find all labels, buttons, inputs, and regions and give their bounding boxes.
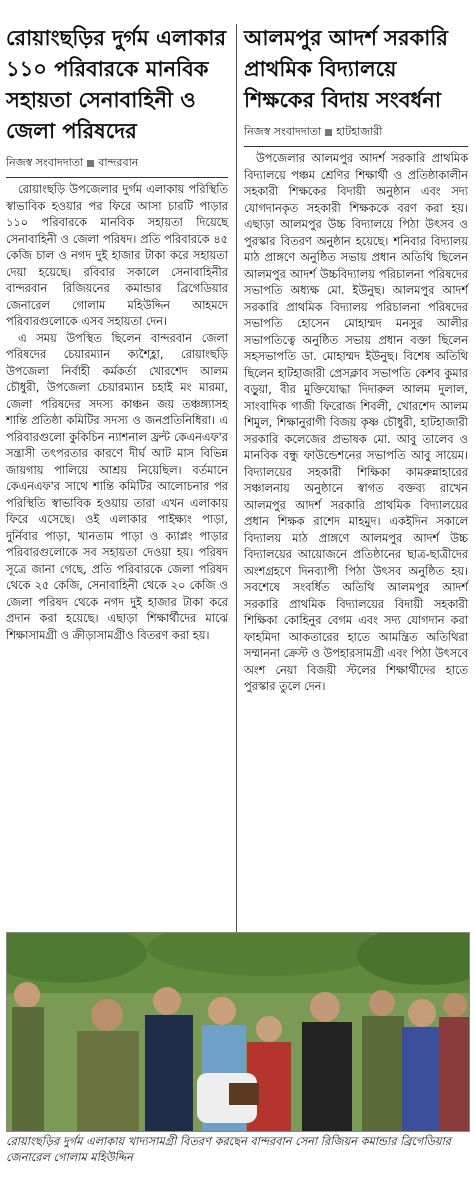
column-divider (236, 24, 237, 944)
right-byline-author: নিজস্ব সংবাদদাতা (244, 125, 322, 138)
right-article-body (244, 151, 468, 696)
left-paragraph-1: রোয়াংছড়ি উপজেলার দুর্গম এলাকায় পরিস্থিতি স্বাভাবিক হওয়ার পর ফিরে আসা চারটি পাড়ার ১১০ পরিবারকে মানবিক সহায়তা দিয়েছে সেনাবাহিনী ও জেলা পরিষদ। প্রতি পরিবারকে ৪৫ কেজি চাল ও নগদ দুই হাজার টাকা করে সহায়তা দেয়া হয়েছে। রবিবার সকালে সেনাবাহিনীর বান্দরবান রিজিয়নের কমান্ডার ব্রিগেডিয়ার জেনারেল গোলাম মহিউদ্দিন আহমদে পরিবারগুলোকে এসব সহায়তা দেন। (6, 183, 228, 328)
news-photo-illustration (7, 933, 469, 1131)
right-byline-place: হাটহাজারী (336, 125, 383, 138)
right-article (244, 0, 468, 696)
right-byline (244, 123, 468, 147)
left-byline-place: বান্দরবান (98, 156, 139, 169)
right-paragraph-1: উপজেলার আলমপুর আদর্শ সরকারি প্রাথমিক বিদ্যালয়ে পঞ্চম শ্রেণির শিক্ষার্থী ও প্রতিষ্ঠাকালীন সহকারী শিক্ষকের বিদায়ী অনুষ্ঠান এবং সদ্য যোগদানকৃত সহকারী শিক্ষককে বরণ করা হয়। এছাড়া আলমপুর উচ্চ বিদ্যালয়ে পিঠা উৎসব ও পুরস্কার বিতরণ অনুষ্ঠান হয়েছে। শনিবার বিদ্যালয় মাঠ প্রাঙ্গণে অনুষ্ঠিত সভায় প্রধান অতিথি ছিলেন আলমপুর আদর্শ উচ্চবিদ্যালয় পরিচালনা পরিষদের সভাপতি অধ্যক্ষ মো. ইউনুছ। আলমপুর আদর্শ সরকারি প্রাথমিক বিদ্যালয় পরিচালনা পরিষদের সভাপতি হোসেন মোহাম্মদ মনসুর আলীর সভাপতিত্বে অনুষ্ঠিত সভায় প্রধান বক্তা ছিলেন সহসভাপতি ডা. মোহাম্মদ ইউনুছ। বিশেষ অতিথি ছিলেন হাটহাজারী প্রেসক্লাব সভাপতি কেশব কুমার বড়ুয়া, বীর মুক্তিযোদ্ধা দিদারুল আলম দুলাল, সাংবাদিক গাজী ফিরোজ শিবলী, খোরশেদ আলম শিমুল, শিক্ষানুরাগী বিজয় কৃষ্ণ চৌধুরী, হাটহাজারী সরকারি কলেজের প্রভাষক মো. আবু তালেব ও মানবিক বন্ধু ফাউন্ডেশনের সভাপতি আবু সায়েম। বিদ্যালয়ের সহকারী শিক্ষিকা কামরুন্নাহারের সঞ্চালনায় অনুষ্ঠানে স্বাগত বক্তব্য রাখেন আলমপুর আদর্শ সরকারি প্রাথমিক বিদ্যালয়ের প্রধান শিক্ষক রাশেদ মাহমুদ। একইদিন সকালে বিদ্যালয় মাঠ প্রাঙ্গণে আলমপুর আদর্শ উচ্চ বিদ্যালয়ের আয়োজনে প্রতিষ্ঠানের ছাত্র-ছাত্রীদের অংশগ্রহণে দিনব্যাপী পিঠা উৎসব অনুষ্ঠিত হয়। সবশেষে সংবর্ধিত অতিথি আলমপুর আদর্শ সরকারি প্রাথমিক বিদ্যালয়ের বিদায়ী সহকারী শিক্ষিকা কোহিনুর বেগম এবং সদ্য যোগদান করা ফাহমিদা আকতারের হাতে আমন্ত্রিত অতিথিরা সম্মাননা ক্রেস্ট ও উপহারসামগ্রী এবং পিঠা উৎসবে অংশ নেয়া বিজয়ী স্টলের শিক্ষার্থীদের হাতে পুরস্কার তুলে দেন। (244, 152, 468, 693)
right-headline: আলমপুর আদর্শ সরকারি প্রাথমিক বিদ্যালয়ে শিক্ষকের বিদায় সংবর্ধনা (244, 25, 448, 112)
left-byline-author: নিজস্ব সংবাদদাতা (6, 156, 84, 169)
news-photo (6, 932, 470, 1132)
left-byline (6, 154, 228, 178)
left-article (6, 0, 228, 644)
byline-separator-icon (87, 160, 94, 167)
byline-separator-icon (325, 129, 332, 136)
left-article-body (6, 182, 228, 644)
photo-caption: রোয়াংছড়ির দুর্গম এলাকায় খাদ্যসামগ্রী বিতরণ করছেন বান্দরবান সেনা রিজিয়ন কমান্ডার ব্রিগেডিয়ার জেনারেল গোলাম মহিউদ্দিন (6, 1135, 452, 1164)
left-headline: রোয়াংছড়ির দুর্গম এলাকার ১১০ পরিবারকে মানবিক সহায়তা সেনাবাহিনী ও জেলা পরিষদের (6, 25, 227, 143)
left-paragraph-2: এ সময় উপস্থিত ছিলেন বান্দরবান জেলা পরিষদের চেয়ারম্যান ক্যশৈহ্লা, রোয়াংছড়ি উপজেলা নির্বাহী কর্মকর্তা খোরশেদ আলম চৌধুরী, উপজেলা চেয়ারম্যান চহাই মং মারমা, জেলা পরিষদের সদস্য কাঞ্চন জয় তঞ্চঙ্গ্যাসহ শান্তি প্রতিষ্ঠা কমিটির সদস্য ও জনপ্রতিনিধিরা। এ পরিবারগুলো কুকিচিন ন্যাশনাল ফ্রন্ট কেএনএফ'র সন্ত্রাসী তৎপরতার কারণে দীর্ঘ আট মাস বিভিন্ন জায়গায় পালিয়ে আশ্রয় নিয়েছিল। বর্তমানে কেএনএফ'র সাথে শান্তি কমিটির আলোচনার পর পরিস্থিতি স্বাভাবিক হওয়ায় তারা এখন এলাকায় ফিরে এসেছে। ওই এলাকার পাইক্ষ্যং পাড়া, দুর্নিবার পাড়া, খানতাম পাড়া ও ক্যাপ্লং পাড়ার পরিবারগুলোকে সব সহায়তা দেওয়া হয়। পরিষদ সূত্রে জানা গেছে, প্রতি পরিবারকে জেলা পরিষদ থেকে ২৫ কেজি, সেনাবাহিনী থেকে ২০ কেজি ও জেলা পরিষদ থেকে নগদ দুই হাজার টাকা করে প্রদান করা হয়েছে। এছাড়া শিক্ষার্থীদের মাঝে শিক্ষাসামগ্রী ও ক্রীড়াসামগ্রীও বিতরণ করা হয়। (6, 331, 228, 642)
